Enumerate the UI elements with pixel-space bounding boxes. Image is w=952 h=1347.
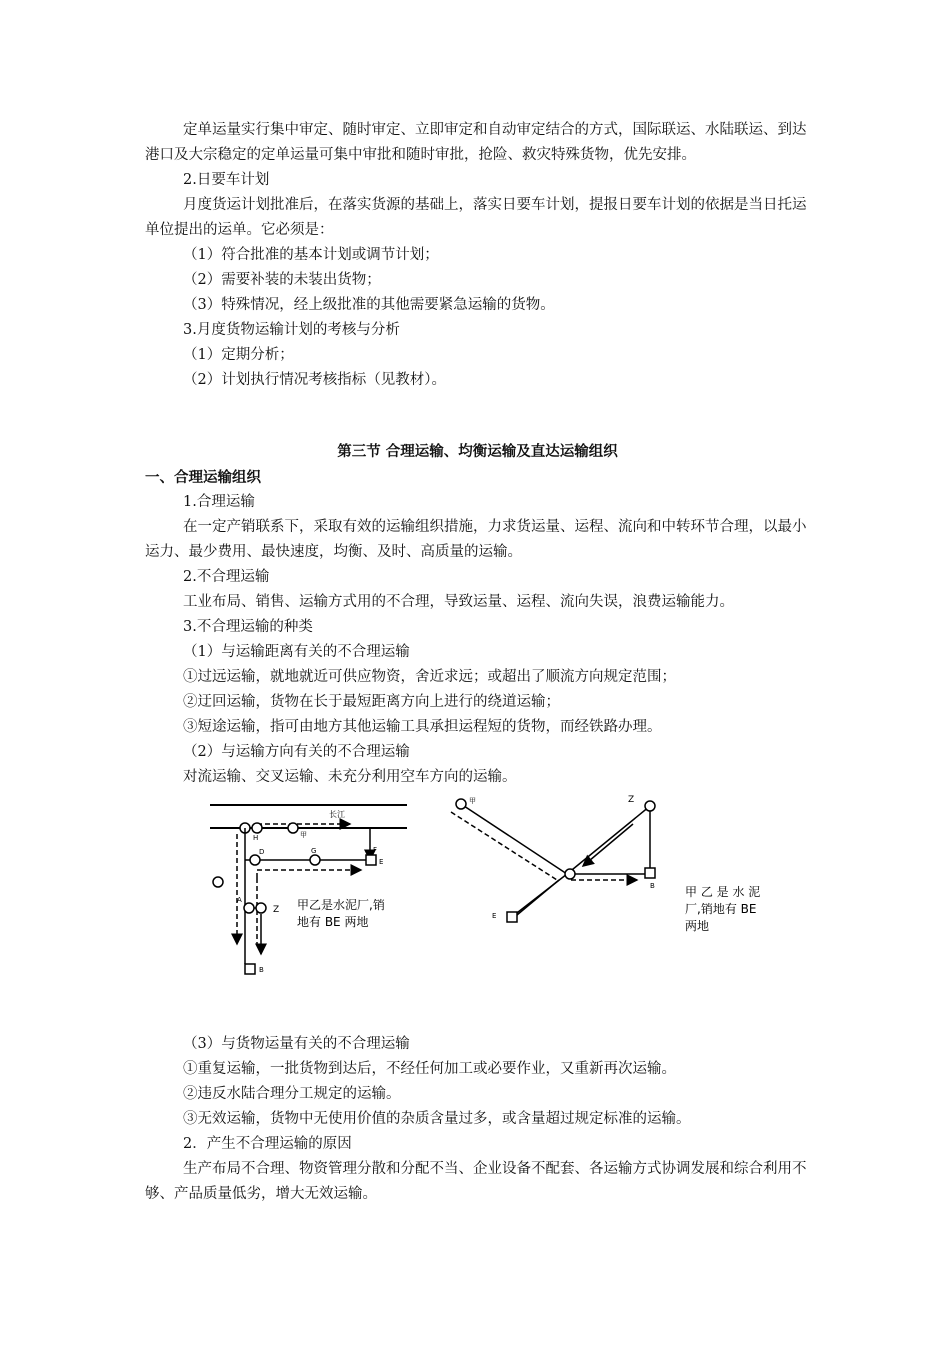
label-h: H [253,834,259,842]
node-jia [288,823,298,833]
document-body [145,118,810,1207]
paragraph-causes: 生产布局不合理、物资管理分散和分配不当、企业设备不配套、各运输方式协调发展和综合利用不够、产品质量低劣，增大无效运输。 [145,1161,807,1202]
list-item: （1）定期分析； [183,347,294,363]
label-e: E [379,858,384,866]
label-yi: Z [273,905,280,915]
caption-left-line1: 甲乙是水泥厂,销 [297,898,385,912]
list-item: （2）与运输方向有关的不合理运输 [183,744,410,760]
subheading-monthly-plan-analysis: 3.月度货物运输计划的考核与分析 [183,322,400,338]
caption-right-line3: 两地 [685,919,710,933]
list-item: （1）符合批准的基本计划或调节计划； [183,247,439,263]
label-b-right: B [650,882,655,890]
subheading-irrational-types: 3.不合理运输的种类 [183,619,313,635]
node-a [244,903,254,913]
node-b-right [645,868,655,878]
list-item: （2）计划执行情况考核指标（见教材）。 [183,372,446,388]
label-yi-right: Z [628,795,635,805]
node-junction [565,869,575,879]
node-d [250,855,260,865]
node-extra [213,877,223,887]
heading-rational-transport: 一、合理运输组织 [145,469,261,486]
subheading-irrational-transport: 2.不合理运输 [183,569,270,585]
list-item: ②违反水陆合理分工规定的运输。 [183,1086,401,1102]
rail-yi-junction [567,806,650,874]
diagram-right [451,795,760,933]
list-item: ①重复运输，一批货物到达后，不经任何加工或必要作业，又重新再次运输。 [183,1061,676,1077]
list-item: （1）与运输距离有关的不合理运输 [183,644,410,660]
node-g [310,855,320,865]
paragraph-irrational-definition: 工业布局、销售、运输方式用的不合理，导致运量、运程、流向失误，浪费运输能力。 [183,594,734,610]
node-b [245,964,255,974]
caption-right-line2: 厂,销地有 BE [685,902,757,916]
list-item: （3）特殊情况，经上级批准的其他需要紧急运输的货物。 [183,297,555,313]
river-label: 长江 [329,810,345,819]
rail-junction-e2 [511,880,559,920]
rail-jia-junction [461,804,567,874]
paragraph-direction-types: 对流运输、交叉运输、未充分利用空车方向的运输。 [183,769,517,785]
subheading-daily-car-plan: 2.日要车计划 [183,172,270,188]
paragraph-rational-definition: 在一定产销联系下，采取有效的运输组织措施，力求货运量、运程、流向和中转环节合理，以最小运力、最少费用、最快速度，均衡、及时、高质量的运输。 [145,519,807,560]
transport-diagrams [145,794,810,1024]
dashed-jia-route [451,812,557,880]
list-item: （2）需要补装的未装出货物； [183,272,381,288]
list-item: ③无效运输，货物中无使用价值的杂质含量过多，或含量超过规定标准的运输。 [183,1111,691,1127]
label-g: G [311,847,317,855]
label-e-right: E [492,912,497,920]
list-item: ①过远运输，就地就近可供应物资，舍近求远；或超出了顺流方向规定范围； [183,669,676,685]
label-a: A [237,896,242,904]
node-e-right [507,912,517,922]
caption-left-line2: 地有 BE 两地 [297,915,369,929]
label-d: D [259,848,265,856]
section-title: 第三节 合理运输、均衡运输及直达运输组织 [337,443,618,460]
arrow-yi-flow [583,824,633,866]
node-e [366,855,376,865]
node-yi [256,903,266,913]
node-jia-right [456,799,466,809]
caption-right-line1: 甲 乙 是 水 泥 [685,885,761,899]
diagrams-svg [145,794,810,1024]
paragraph-order-review: 定单运量实行集中审定、随时审定、立即审定和自动审定结合的方式，国际联运、水陆联运、到达港口及大宗稳定的定单运量可集中审批和随时审批，抢险、救灾特殊货物，优先安排。 [145,122,807,163]
list-item: ③短途运输，指可由地方其他运输工具承担运程短的货物，而经铁路办理。 [183,719,662,735]
subheading-rational-transport: 1.合理运输 [183,494,255,510]
diagram-left [210,805,407,974]
label-jia-right: 甲 [469,797,476,805]
list-item: ②迂回运输，货物在长于最短距离方向上进行的绕道运输； [183,694,560,710]
label-b: B [259,966,264,974]
label-f: F [373,846,378,854]
dashed-route-to-e [257,870,361,878]
label-jia: 甲 [300,831,307,839]
paragraph-daily-car-plan: 月度货运计划批准后，在落实货源的基础上，落实日要车计划，提报日要车计划的依据是当日托运单位提出的运单。它必须是： [145,197,807,238]
node-h2 [252,823,262,833]
list-item: （3）与货物运量有关的不合理运输 [183,1036,410,1052]
node-yi-right [645,801,655,811]
subheading-causes: 2．产生不合理运输的原因 [183,1136,352,1152]
